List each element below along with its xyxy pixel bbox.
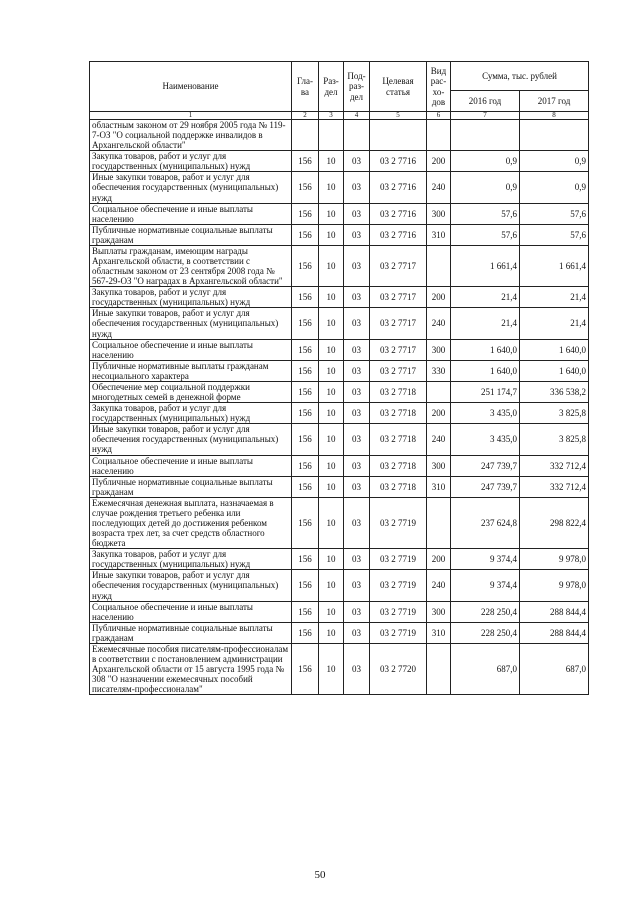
expense-type: 300 — [427, 601, 451, 622]
chapter-code: 156 — [292, 381, 319, 402]
amount-2016: 0,9 — [451, 151, 520, 172]
item-name: Иные закупки товаров, работ и услуг для обеспечения государственных (муниципальных) нужд — [90, 172, 292, 203]
target-article: 03 2 7718 — [370, 403, 427, 424]
target-article — [370, 120, 427, 151]
table-row — [90, 601, 589, 622]
item-name: областным законом от 29 ноября 2005 года № 119-7-ОЗ "О социальной поддержке инвалидов в Архангельской области" — [90, 120, 292, 151]
subsection-code: 03 — [344, 339, 370, 360]
table-row — [90, 120, 589, 151]
item-name: Закупка товаров, работ и услуг для государственных (муниципальных) нужд — [90, 549, 292, 570]
section-code: 10 — [319, 601, 344, 622]
section-code: 10 — [319, 403, 344, 424]
amount-2016: 1 661,4 — [451, 245, 520, 286]
amount-2016: 21,4 — [451, 308, 520, 339]
amount-2017: 57,6 — [520, 224, 589, 245]
amount-2017: 9 978,0 — [520, 549, 589, 570]
amount-2017: 288 844,4 — [520, 622, 589, 643]
amount-2016: 57,6 — [451, 203, 520, 224]
target-article: 03 2 7718 — [370, 381, 427, 402]
amount-2016: 247 739,7 — [451, 476, 520, 497]
table-row — [90, 172, 589, 203]
expense-type — [427, 381, 451, 402]
expense-type: 200 — [427, 287, 451, 308]
item-name: Иные закупки товаров, работ и услуг для обеспечения государственных (муниципальных) нужд — [90, 570, 292, 601]
expense-type: 310 — [427, 224, 451, 245]
section-code: 10 — [319, 360, 344, 381]
subsection-code: 03 — [344, 570, 370, 601]
chapter-code: 156 — [292, 403, 319, 424]
item-name: Выплаты гражданам, имеющим награды Архангельской области, в соответствии с областным законом от 23 сентября 2008 года № 567-29-ОЗ "О наградах в Архангельской области" — [90, 245, 292, 286]
expense-type: 200 — [427, 403, 451, 424]
table-row — [90, 308, 589, 339]
target-article: 03 2 7717 — [370, 339, 427, 360]
amount-2017: 3 825,8 — [520, 403, 589, 424]
page-number: 50 — [314, 869, 326, 881]
target-article: 03 2 7716 — [370, 203, 427, 224]
item-name: Публичные нормативные выплаты гражданам несоциального характера — [90, 360, 292, 381]
target-article: 03 2 7720 — [370, 643, 427, 694]
chapter-code: 156 — [292, 497, 319, 548]
amount-2016: 228 250,4 — [451, 622, 520, 643]
table-row — [90, 403, 589, 424]
chapter-code: 156 — [292, 622, 319, 643]
expense-type: 300 — [427, 203, 451, 224]
table-row — [90, 245, 589, 286]
expense-type — [427, 120, 451, 151]
section-code: 10 — [319, 224, 344, 245]
section-code: 10 — [319, 381, 344, 402]
header-year-2016: 2016 год — [451, 91, 520, 112]
subsection-code: 03 — [344, 287, 370, 308]
target-article: 03 2 7717 — [370, 360, 427, 381]
header-podrazdel: Под- раз- дел — [344, 62, 370, 112]
amount-2017: 298 822,4 — [520, 497, 589, 548]
expense-type: 310 — [427, 622, 451, 643]
section-code: 10 — [319, 549, 344, 570]
item-name: Социальное обеспечение и иные выплаты населению — [90, 455, 292, 476]
expense-type: 200 — [427, 151, 451, 172]
table-row — [90, 360, 589, 381]
section-code: 10 — [319, 151, 344, 172]
subsection-code: 03 — [344, 360, 370, 381]
table-row — [90, 424, 589, 455]
subsection-code: 03 — [344, 497, 370, 548]
amount-2017: 1 640,0 — [520, 360, 589, 381]
header-sum: Сумма, тыс. рублей — [451, 62, 589, 91]
amount-2017: 687,0 — [520, 643, 589, 694]
target-article: 03 2 7716 — [370, 172, 427, 203]
target-article: 03 2 7718 — [370, 424, 427, 455]
amount-2017: 9 978,0 — [520, 570, 589, 601]
subsection-code: 03 — [344, 245, 370, 286]
budget-table — [89, 61, 589, 695]
chapter-code — [292, 120, 319, 151]
table-row — [90, 287, 589, 308]
column-number: 5 — [370, 112, 427, 120]
amount-2016 — [451, 120, 520, 151]
amount-2016: 251 174,7 — [451, 381, 520, 402]
chapter-code: 156 — [292, 424, 319, 455]
table-row — [90, 339, 589, 360]
amount-2016: 237 624,8 — [451, 497, 520, 548]
amount-2017 — [520, 120, 589, 151]
subsection-code: 03 — [344, 601, 370, 622]
amount-2016: 3 435,0 — [451, 403, 520, 424]
subsection-code: 03 — [344, 381, 370, 402]
expense-type: 240 — [427, 172, 451, 203]
amount-2016: 247 739,7 — [451, 455, 520, 476]
amount-2016: 687,0 — [451, 643, 520, 694]
chapter-code: 156 — [292, 203, 319, 224]
subsection-code: 03 — [344, 643, 370, 694]
target-article: 03 2 7719 — [370, 549, 427, 570]
target-article: 03 2 7718 — [370, 455, 427, 476]
subsection-code: 03 — [344, 622, 370, 643]
chapter-code: 156 — [292, 245, 319, 286]
section-code: 10 — [319, 622, 344, 643]
amount-2017: 1 661,4 — [520, 245, 589, 286]
target-article: 03 2 7717 — [370, 308, 427, 339]
amount-2016: 228 250,4 — [451, 601, 520, 622]
header-name: Наименование — [90, 62, 292, 112]
amount-2016: 3 435,0 — [451, 424, 520, 455]
header-target-article: Целевая статья — [370, 62, 427, 112]
amount-2017: 57,6 — [520, 203, 589, 224]
table-row — [90, 476, 589, 497]
subsection-code: 03 — [344, 476, 370, 497]
table-row — [90, 455, 589, 476]
header-razdel: Раз- дел — [319, 62, 344, 112]
subsection-code: 03 — [344, 224, 370, 245]
expense-type — [427, 643, 451, 694]
section-code: 10 — [319, 497, 344, 548]
expense-type: 200 — [427, 549, 451, 570]
header-year-2017: 2017 год — [520, 91, 589, 112]
amount-2017: 332 712,4 — [520, 455, 589, 476]
target-article: 03 2 7719 — [370, 622, 427, 643]
column-number: 7 — [451, 112, 520, 120]
section-code: 10 — [319, 339, 344, 360]
amount-2016: 0,9 — [451, 172, 520, 203]
amount-2016: 9 374,4 — [451, 549, 520, 570]
chapter-code: 156 — [292, 601, 319, 622]
amount-2017: 21,4 — [520, 287, 589, 308]
chapter-code: 156 — [292, 476, 319, 497]
item-name: Публичные нормативные социальные выплаты гражданам — [90, 476, 292, 497]
table-row — [90, 224, 589, 245]
subsection-code: 03 — [344, 549, 370, 570]
target-article: 03 2 7718 — [370, 476, 427, 497]
expense-type: 240 — [427, 308, 451, 339]
amount-2016: 21,4 — [451, 287, 520, 308]
chapter-code: 156 — [292, 224, 319, 245]
amount-2017: 21,4 — [520, 308, 589, 339]
chapter-code: 156 — [292, 339, 319, 360]
column-number: 6 — [427, 112, 451, 120]
amount-2016: 1 640,0 — [451, 360, 520, 381]
amount-2017: 332 712,4 — [520, 476, 589, 497]
chapter-code: 156 — [292, 455, 319, 476]
table-row — [90, 381, 589, 402]
column-number: 2 — [292, 112, 319, 120]
subsection-code: 03 — [344, 403, 370, 424]
section-code: 10 — [319, 476, 344, 497]
subsection-code: 03 — [344, 172, 370, 203]
chapter-code: 156 — [292, 287, 319, 308]
expense-type: 240 — [427, 570, 451, 601]
amount-2016: 57,6 — [451, 224, 520, 245]
subsection-code: 03 — [344, 455, 370, 476]
item-name: Социальное обеспечение и иные выплаты населению — [90, 203, 292, 224]
chapter-code: 156 — [292, 570, 319, 601]
section-code: 10 — [319, 455, 344, 476]
column-number: 4 — [344, 112, 370, 120]
expense-type: 240 — [427, 424, 451, 455]
item-name: Закупка товаров, работ и услуг для государственных (муниципальных) нужд — [90, 151, 292, 172]
amount-2017: 0,9 — [520, 151, 589, 172]
section-code: 10 — [319, 424, 344, 455]
subsection-code: 03 — [344, 151, 370, 172]
expense-type: 310 — [427, 476, 451, 497]
item-name: Иные закупки товаров, работ и услуг для обеспечения государственных (муниципальных) нужд — [90, 424, 292, 455]
section-code: 10 — [319, 643, 344, 694]
item-name: Обеспечение мер социальной поддержки многодетных семей в денежной форме — [90, 381, 292, 402]
header-glava: Гла- ва — [292, 62, 319, 112]
column-number: 1 — [90, 112, 292, 120]
section-code: 10 — [319, 245, 344, 286]
chapter-code: 156 — [292, 172, 319, 203]
chapter-code: 156 — [292, 360, 319, 381]
column-number: 8 — [520, 112, 589, 120]
expense-type — [427, 497, 451, 548]
subsection-code — [344, 120, 370, 151]
target-article: 03 2 7716 — [370, 224, 427, 245]
chapter-code: 156 — [292, 549, 319, 570]
amount-2016: 1 640,0 — [451, 339, 520, 360]
amount-2017: 336 538,2 — [520, 381, 589, 402]
target-article: 03 2 7717 — [370, 287, 427, 308]
header-expense-type: Вид рас- хо- дов — [427, 62, 451, 112]
amount-2017: 1 640,0 — [520, 339, 589, 360]
target-article: 03 2 7719 — [370, 497, 427, 548]
expense-type: 300 — [427, 339, 451, 360]
expense-type: 330 — [427, 360, 451, 381]
section-code: 10 — [319, 308, 344, 339]
section-code: 10 — [319, 570, 344, 601]
item-name: Социальное обеспечение и иные выплаты населению — [90, 601, 292, 622]
table-row — [90, 622, 589, 643]
target-article: 03 2 7719 — [370, 570, 427, 601]
target-article: 03 2 7719 — [370, 601, 427, 622]
subsection-code: 03 — [344, 203, 370, 224]
amount-2017: 0,9 — [520, 172, 589, 203]
item-name: Ежемесячная денежная выплата, назначаемая в случае рождения третьего ребенка или последующих детей до достижения ребенком возраста трех лет, за счет средств областного бюджета — [90, 497, 292, 548]
item-name: Социальное обеспечение и иные выплаты населению — [90, 339, 292, 360]
table-row — [90, 203, 589, 224]
section-code: 10 — [319, 172, 344, 203]
section-code — [319, 120, 344, 151]
table-body — [90, 120, 589, 695]
column-numbers-row — [90, 112, 589, 120]
chapter-code: 156 — [292, 643, 319, 694]
item-name: Публичные нормативные социальные выплаты гражданам — [90, 224, 292, 245]
target-article: 03 2 7716 — [370, 151, 427, 172]
table-row — [90, 151, 589, 172]
table-row — [90, 549, 589, 570]
column-number: 3 — [319, 112, 344, 120]
chapter-code: 156 — [292, 151, 319, 172]
table-row — [90, 497, 589, 548]
item-name: Закупка товаров, работ и услуг для государственных (муниципальных) нужд — [90, 403, 292, 424]
item-name: Ежемесячные пособия писателям-профессионалам в соответствии с постановлением администрации Архангельской области от 15 августа 1995 года № 308 "О назначении ежемесячных пособий писателям-профессионалам" — [90, 643, 292, 694]
item-name: Публичные нормативные социальные выплаты гражданам — [90, 622, 292, 643]
chapter-code: 156 — [292, 308, 319, 339]
section-code: 10 — [319, 287, 344, 308]
amount-2017: 3 825,8 — [520, 424, 589, 455]
amount-2017: 288 844,4 — [520, 601, 589, 622]
expense-type: 300 — [427, 455, 451, 476]
item-name: Закупка товаров, работ и услуг для государственных (муниципальных) нужд — [90, 287, 292, 308]
subsection-code: 03 — [344, 308, 370, 339]
expense-type — [427, 245, 451, 286]
item-name: Иные закупки товаров, работ и услуг для обеспечения государственных (муниципальных) нужд — [90, 308, 292, 339]
amount-2016: 9 374,4 — [451, 570, 520, 601]
subsection-code: 03 — [344, 424, 370, 455]
section-code: 10 — [319, 203, 344, 224]
table-row — [90, 570, 589, 601]
table-row — [90, 643, 589, 694]
target-article: 03 2 7717 — [370, 245, 427, 286]
